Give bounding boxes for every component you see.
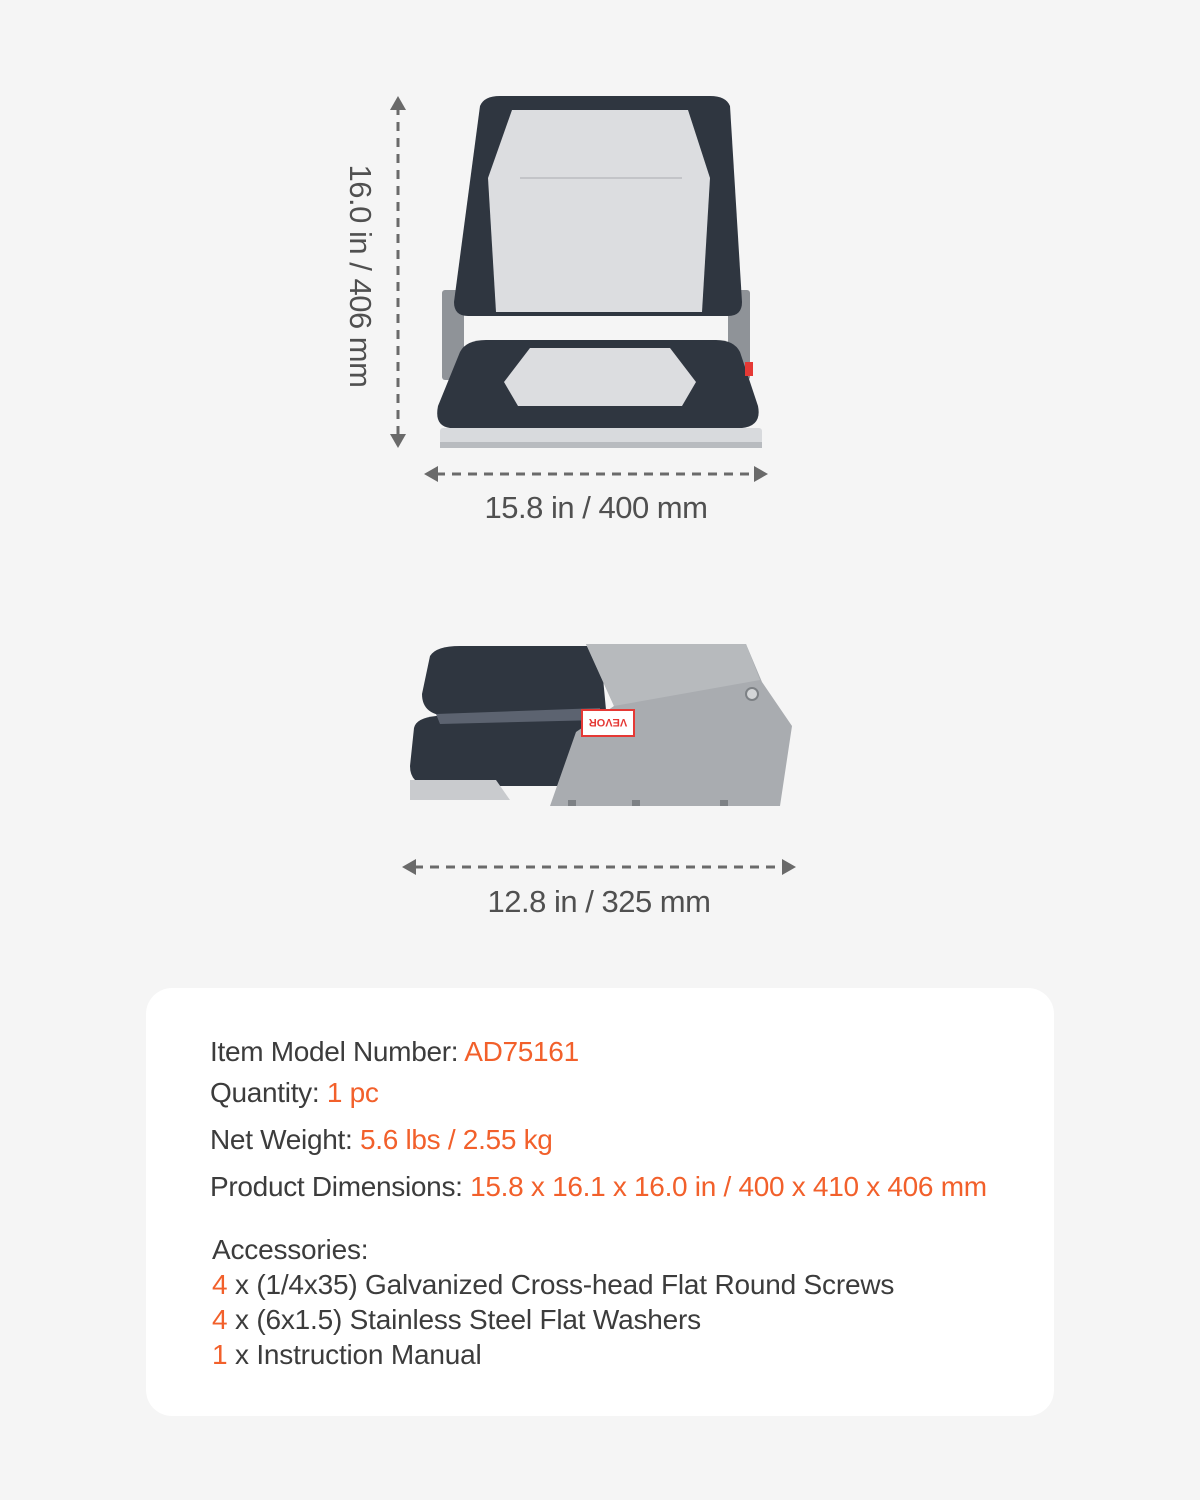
accessory-item xyxy=(212,1339,482,1371)
spec-quantity-value: 1 pc xyxy=(326,1077,379,1108)
spec-quantity-label: Quantity: xyxy=(210,1077,320,1108)
accessory-text: x (1/4x35) Galvanized Cross-head Flat Round Screws xyxy=(227,1269,895,1300)
folded-width-dimension-label: 12.8 in / 325 mm xyxy=(487,884,711,919)
accessory-count: 4 xyxy=(212,1269,228,1300)
accessory-text: x (6x1.5) Stainless Steel Flat Washers xyxy=(227,1304,701,1335)
accessory-text: x Instruction Manual xyxy=(227,1339,482,1370)
spec-model xyxy=(210,1036,579,1068)
accessory-count: 4 xyxy=(212,1304,228,1335)
spec-dimensions xyxy=(210,1171,987,1203)
spec-weight-label: Net Weight: xyxy=(210,1124,353,1155)
spec-dimensions-value: 15.8 x 16.1 x 16.0 in / 400 x 410 x 406 mm xyxy=(470,1171,987,1202)
spec-dimensions-label: Product Dimensions: xyxy=(210,1171,463,1202)
spec-weight-value: 5.6 lbs / 2.55 kg xyxy=(359,1124,553,1155)
spec-model-value: AD75161 xyxy=(464,1036,579,1067)
width-dimension-label: 15.8 in / 400 mm xyxy=(484,490,708,525)
accessory-item xyxy=(212,1304,701,1336)
width-dimension-arrow xyxy=(424,462,768,486)
spec-model-label: Item Model Number: xyxy=(210,1036,459,1067)
height-dimension-label: 16.0 in / 406 mm xyxy=(343,164,378,388)
height-dimension-arrow xyxy=(386,96,410,448)
folded-width-dimension-arrow xyxy=(402,855,796,879)
accessories-heading: Accessories: xyxy=(212,1234,369,1265)
seat-folded-image xyxy=(400,636,800,806)
accessory-count: 1 xyxy=(212,1339,228,1370)
spec-card xyxy=(146,988,1054,1416)
seat-upright-image xyxy=(420,90,780,460)
brand-tag-text: VEVOR xyxy=(588,716,628,728)
spec-weight xyxy=(210,1124,553,1156)
spec-quantity xyxy=(210,1077,379,1109)
accessory-item xyxy=(212,1269,894,1301)
